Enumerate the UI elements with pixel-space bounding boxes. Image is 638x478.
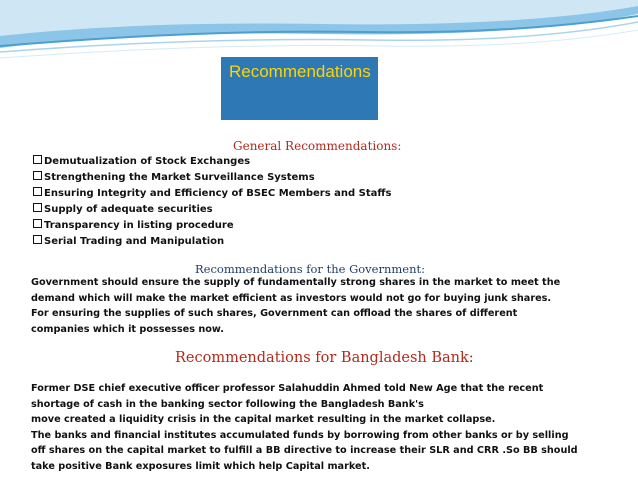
slide-title-box: [221, 57, 378, 120]
paragraph-line: move created a liquidity crisis in the capital market resulting in the market collapse.: [31, 414, 496, 425]
bangladesh-bank-paragraph: [31, 381, 621, 474]
paragraph-line: take positive Bank exposures limit which help Capital market.: [31, 460, 370, 472]
paragraph-line: Former DSE chief executive officer professor Salahuddin Ahmed told New Age that the recent: [31, 383, 544, 394]
checkbox-bullet-icon: [33, 235, 42, 244]
general-recommendations-heading: General Recommendations:: [233, 139, 402, 153]
slide-title: Recommendations: [229, 62, 371, 81]
bangladesh-bank-recommendations-heading: Recommendations for Bangladesh Bank:: [175, 350, 474, 366]
checkbox-bullet-icon: [33, 219, 42, 228]
paragraph-line: Government should ensure the supply of fundamentally strong shares in the market to meet the: [31, 277, 561, 288]
list-item: Transparency in listing procedure: [33, 218, 391, 234]
paragraph-line: companies which it possesses now.: [31, 323, 224, 335]
general-recommendations-list: [33, 154, 391, 250]
paragraph-line: off shares on the capital market to fulfill a BB directive to increase their SLR and CRR .So BB should: [31, 445, 578, 456]
government-recommendations-heading: Recommendations for the Government:: [195, 262, 426, 276]
list-item: Supply of adequate securities: [33, 202, 391, 218]
checkbox-bullet-icon: [33, 171, 42, 180]
list-item: Strengthening the Market Surveillance Systems: [33, 170, 391, 186]
paragraph-line: For ensuring the supplies of such shares, Government can offload the shares of different: [31, 308, 518, 319]
list-item: Serial Trading and Manipulation: [33, 234, 391, 250]
paragraph-line: shortage of cash in the banking sector following the Bangladesh Bank's: [31, 398, 424, 410]
checkbox-bullet-icon: [33, 187, 42, 196]
government-paragraph: [31, 275, 621, 337]
checkbox-bullet-icon: [33, 203, 42, 212]
list-item: Demutualization of Stock Exchanges: [33, 154, 391, 170]
paragraph-line: The banks and financial institutes accumulated funds by borrowing from other banks or by selling: [31, 429, 569, 441]
checkbox-bullet-icon: [33, 155, 42, 164]
list-item: Ensuring Integrity and Efficiency of BSEC Members and Staffs: [33, 186, 391, 202]
paragraph-line: demand which will make the market efficient as investors would not go for buying junk shares.: [31, 292, 552, 304]
